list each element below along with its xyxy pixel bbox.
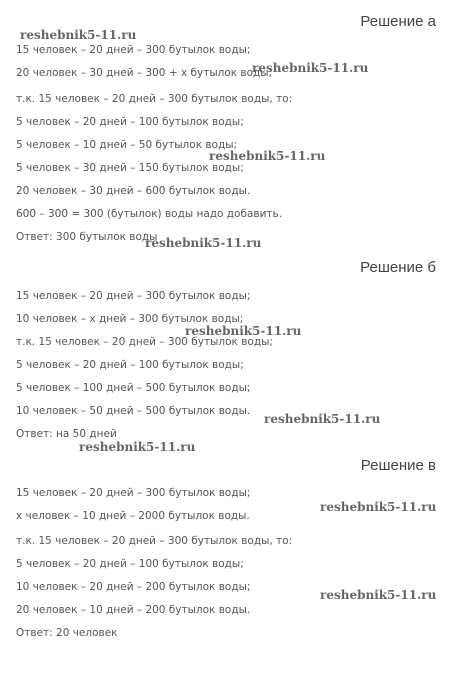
section-c-line-1: 15 человек – 20 дней – 300 бутылок воды;	[16, 487, 251, 499]
section-b-line-6: 10 человек – 50 дней – 500 бутылок воды.	[16, 405, 251, 417]
section-b-line-4: 5 человек – 20 дней – 100 бутылок воды;	[16, 359, 244, 371]
section-b-line-1: 15 человек – 20 дней – 300 бутылок воды;	[16, 290, 251, 302]
section-a-line-7: 20 человек – 30 дней – 600 бутылок воды.	[16, 185, 251, 197]
watermark: reshebnik5-11.ru	[20, 28, 137, 42]
section-b-line-3: т.к. 15 человек – 20 дней – 300 бутылок воды;	[16, 336, 273, 348]
section-c-line-2: x человек – 10 дней – 2000 бутылок воды.	[16, 510, 250, 522]
watermark: reshebnik5-11.ru	[264, 412, 381, 426]
section-a-line-8: 600 – 300 = 300 (бутылок) воды надо добавить.	[16, 208, 283, 220]
section-c-answer: Ответ: 20 человек	[16, 627, 118, 639]
watermark: reshebnik5-11.ru	[252, 61, 369, 75]
section-c-title: Решение в	[360, 457, 436, 474]
section-b-answer: Ответ: на 50 дней	[16, 428, 117, 440]
watermark: reshebnik5-11.ru	[185, 324, 302, 338]
watermark: reshebnik5-11.ru	[320, 588, 437, 602]
section-c-line-5: 10 человек – 20 дней – 200 бутылок воды;	[16, 581, 251, 593]
section-b-line-5: 5 человек – 100 дней – 500 бутылок воды;	[16, 382, 251, 394]
section-b-title: Решение б	[360, 259, 436, 276]
section-b-line-2: 10 человек – x дней – 300 бутылок воды;	[16, 313, 244, 325]
watermark: reshebnik5-11.ru	[209, 149, 326, 163]
section-a-line-3: т.к. 15 человек – 20 дней – 300 бутылок воды, то:	[16, 93, 293, 105]
section-a-line-1: 15 человек – 20 дней – 300 бутылок воды;	[16, 44, 251, 56]
watermark: reshebnik5-11.ru	[145, 236, 262, 250]
watermark: reshebnik5-11.ru	[79, 440, 196, 454]
section-c-line-3: т.к. 15 человек – 20 дней – 300 бутылок воды, то:	[16, 535, 293, 547]
section-a-line-5: 5 человек – 10 дней – 50 бутылок воды;	[16, 139, 238, 151]
watermark: reshebnik5-11.ru	[320, 500, 437, 514]
section-a-line-2: 20 человек – 30 дней – 300 + x бутылок воды;	[16, 67, 273, 79]
section-a-line-4: 5 человек – 20 дней – 100 бутылок воды;	[16, 116, 244, 128]
section-a-answer: Ответ: 300 бутылок воды	[16, 231, 158, 243]
section-a-line-6: 5 человек – 30 дней – 150 бутылок воды;	[16, 162, 244, 174]
section-a-title: Решение а	[360, 13, 436, 30]
section-c-line-6: 20 человек – 10 дней – 200 бутылок воды.	[16, 604, 251, 616]
section-c-line-4: 5 человек – 20 дней – 100 бутылок воды;	[16, 558, 244, 570]
